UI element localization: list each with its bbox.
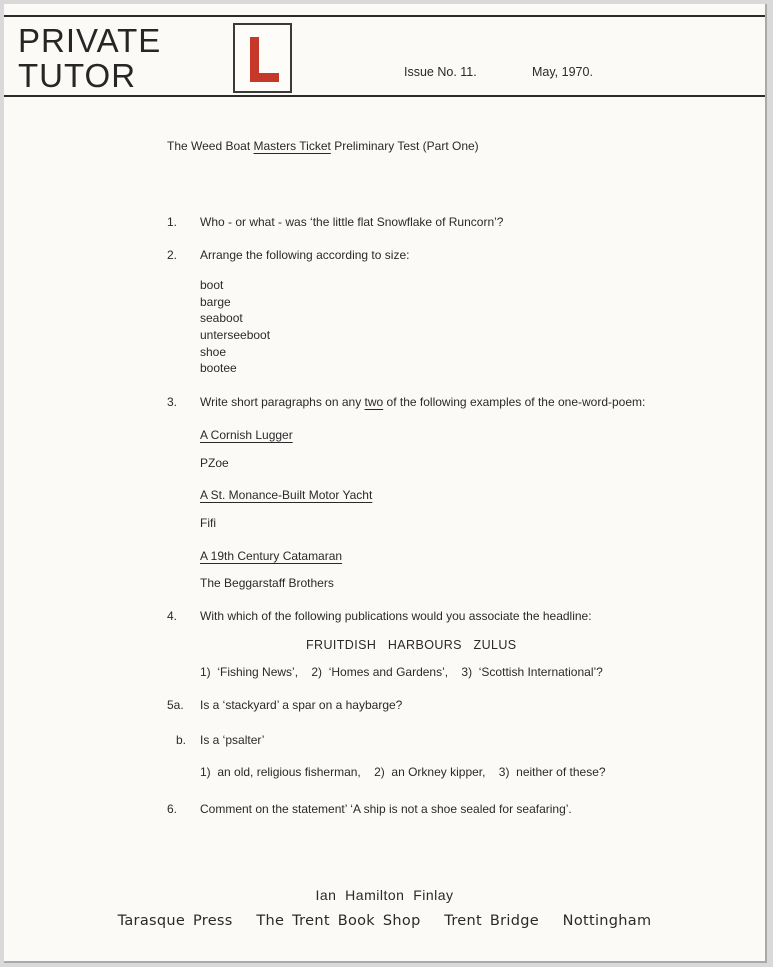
masthead-title-tutor: TUTOR: [18, 57, 137, 94]
test-title-prefix: The Weed Boat: [167, 139, 254, 153]
question-6-text: Comment on the statement’ ‘A ship is not a shoe sealed for seafaring’.: [200, 802, 572, 816]
poem-example-heading: A 19th Century Catamaran: [200, 549, 343, 563]
question-5a-text: Is a ‘stackyard’ a spar on a haybarge?: [200, 698, 403, 712]
test-title: [167, 140, 479, 152]
question-5b-options: 1) an old, religious fisherman, 2) an Orkney kipper, 3) neither of these?: [200, 765, 606, 779]
poem-example-heading: A Cornish Lugger: [200, 428, 293, 442]
author-name: Ian Hamilton Finlay: [315, 887, 454, 903]
question-3-number: 3.: [167, 395, 178, 409]
question-5b-text: Is a ‘psalter’: [200, 733, 265, 747]
size-list-item: unterseeboot: [200, 328, 271, 342]
masthead-top-rule: [4, 15, 765, 17]
poem-example-text: PZoe: [200, 456, 229, 470]
question-4-number: 4.: [167, 609, 178, 623]
size-list-item: shoe: [200, 345, 227, 359]
issue-date: May, 1970.: [532, 65, 593, 79]
poem-example-text: The Beggarstaff Brothers: [200, 576, 334, 590]
question-3-text: [200, 395, 645, 409]
test-title-suffix: Preliminary Test (Part One): [330, 139, 479, 153]
question-6-number: 6.: [167, 802, 178, 816]
poem-example-text: Fifi: [200, 516, 216, 530]
masthead-bottom-rule: [4, 95, 765, 97]
question-5a-number: 5a.: [167, 698, 184, 712]
size-list-item: barge: [200, 295, 231, 309]
learner-plate-logo: [233, 23, 292, 93]
size-list-item: bootee: [200, 361, 237, 375]
question-2-text: Arrange the following according to size:: [200, 248, 410, 262]
question-3-text-underlined: two: [364, 395, 384, 409]
question-3-text-prefix: Write short paragraphs on any: [200, 395, 365, 409]
question-5b-number: b.: [176, 733, 187, 747]
size-list-item: boot: [200, 278, 224, 292]
headline-text: FRUITDISH HARBOURS ZULUS: [306, 638, 517, 652]
question-1-text: Who - or what - was ‘the little flat Snowflake of Runcorn’?: [200, 215, 504, 229]
learner-l-glyph: [250, 37, 279, 82]
issue-number: Issue No. 11.: [404, 65, 477, 79]
question-2-number: 2.: [167, 248, 178, 262]
learner-l-icon: [235, 25, 290, 91]
test-title-underlined: Masters Ticket: [253, 139, 331, 153]
document-page: [4, 4, 767, 963]
masthead-title-private: PRIVATE: [18, 22, 162, 59]
question-4-options: 1) ‘Fishing News’, 2) ‘Homes and Gardens’, 3) ‘Scottish International’?: [200, 665, 603, 679]
question-3-text-suffix: of the following examples of the one-word-poem:: [383, 395, 646, 409]
size-list-item: seaboot: [200, 311, 243, 325]
question-1-number: 1.: [167, 215, 178, 229]
poem-example-heading: A St. Monance-Built Motor Yacht: [200, 488, 373, 502]
publisher-line: Tarasque Press The Trent Book Shop Trent Bridge Nottingham: [117, 913, 652, 929]
question-4-text: With which of the following publications would you associate the headline:: [200, 609, 592, 623]
